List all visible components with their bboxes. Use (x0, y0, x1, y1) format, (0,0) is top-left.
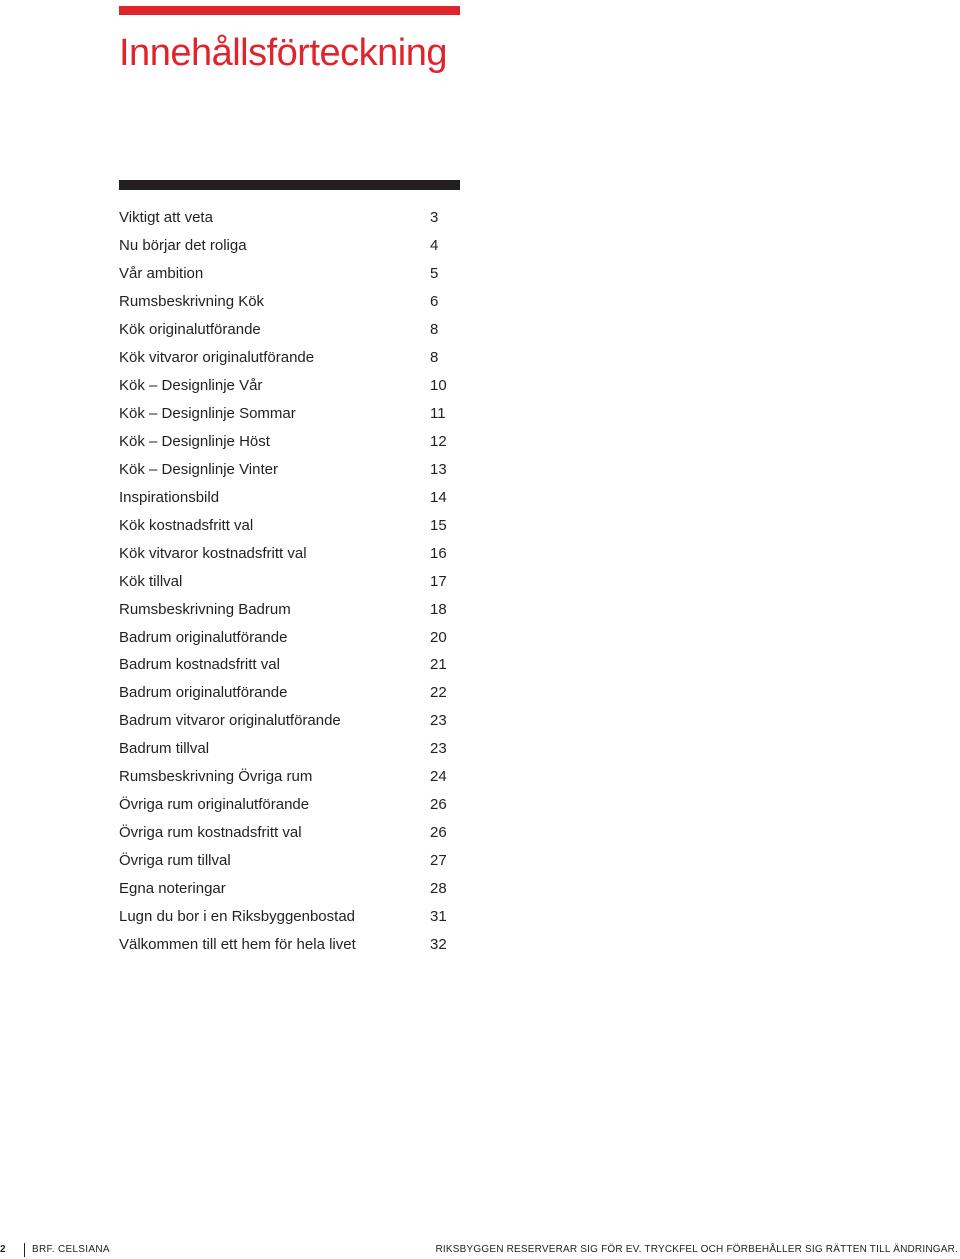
toc-entry[interactable] (119, 763, 460, 791)
toc-entry[interactable] (119, 232, 460, 260)
top-accent-bar (119, 6, 460, 15)
toc-entry-page-number: 26 (430, 796, 447, 814)
toc-entry-label: Badrum originalutförande (119, 628, 288, 646)
toc-entry-page-number: 8 (430, 321, 439, 339)
toc-entry[interactable] (119, 511, 460, 539)
toc-entry-label: Rumsbeskrivning Badrum (119, 600, 291, 618)
toc-entry-page-number: 12 (430, 432, 447, 450)
table-of-contents (119, 204, 460, 958)
toc-entry-label: Rumsbeskrivning Kök (119, 293, 265, 311)
toc-entry-label: Badrum tillval (119, 740, 210, 758)
toc-entry-label: Egna noteringar (119, 879, 226, 897)
toc-entry[interactable] (119, 344, 460, 372)
toc-entry-page-number: 27 (430, 852, 447, 870)
footer-page-number: 2 (0, 1244, 6, 1255)
toc-entry-page-number: 16 (430, 544, 447, 562)
toc-entry-page-number: 31 (430, 907, 447, 925)
toc-entry-label: Kök kostnadsfritt val (119, 516, 254, 534)
toc-entry-label: Kök – Designlinje Vinter (119, 460, 278, 478)
toc-entry[interactable] (119, 875, 460, 903)
toc-entry[interactable] (119, 847, 460, 875)
toc-entry-label: Kök – Designlinje Vår (119, 377, 263, 395)
toc-entry-label: Vår ambition (119, 265, 204, 283)
toc-entry[interactable] (119, 316, 460, 344)
toc-entry-page-number: 14 (430, 488, 447, 506)
toc-entry-page-number: 18 (430, 600, 447, 618)
toc-entry-page-number: 6 (430, 293, 439, 311)
toc-entry-page-number: 4 (430, 237, 439, 255)
toc-entry-page-number: 5 (430, 265, 439, 283)
toc-entry-label: Kök vitvaror originalutförande (119, 349, 315, 367)
toc-entry[interactable] (119, 651, 460, 679)
toc-entry-label: Kök originalutförande (119, 321, 261, 339)
toc-entry[interactable] (119, 623, 460, 651)
toc-entry[interactable] (119, 400, 460, 428)
toc-entry-label: Nu börjar det roliga (119, 237, 247, 255)
toc-entry[interactable] (119, 791, 460, 819)
toc-entry[interactable] (119, 595, 460, 623)
toc-entry-label: Badrum kostnadsfritt val (119, 656, 280, 674)
toc-entry-label: Kök – Designlinje Höst (119, 432, 270, 450)
toc-entry[interactable] (119, 930, 460, 958)
toc-entry-page-number: 24 (430, 768, 447, 786)
toc-entry-label: Lugn du bor i en Riksbyggenbostad (119, 907, 356, 925)
toc-entry-label: Badrum originalutförande (119, 684, 288, 702)
toc-divider-bar (119, 180, 460, 190)
toc-entry-page-number: 22 (430, 684, 447, 702)
page-title: Innehållsförteckning (119, 32, 447, 74)
toc-entry-label: Badrum vitvaror originalutförande (119, 712, 341, 730)
toc-entry[interactable] (119, 819, 460, 847)
toc-entry-page-number: 15 (430, 516, 447, 534)
toc-entry-page-number: 20 (430, 628, 447, 646)
toc-entry-label: Övriga rum originalutförande (119, 796, 310, 814)
toc-entry[interactable] (119, 372, 460, 400)
toc-entry[interactable] (119, 260, 460, 288)
toc-entry-page-number: 11 (430, 405, 446, 423)
toc-entry-label: Kök vitvaror kostnadsfritt val (119, 544, 307, 562)
toc-entry-page-number: 21 (430, 656, 447, 674)
toc-entry[interactable] (119, 204, 460, 232)
toc-entry[interactable] (119, 707, 460, 735)
toc-entry-page-number: 3 (430, 209, 439, 227)
toc-entry-page-number: 23 (430, 712, 447, 730)
footer-disclaimer: RIKSBYGGEN RESERVERAR SIG FÖR EV. TRYCKFEL OCH FÖRBEHÅLLER SIG RÄTTEN TILL ÄNDRINGAR. (435, 1244, 958, 1255)
toc-entry-page-number: 32 (430, 935, 447, 953)
toc-entry-page-number: 26 (430, 824, 447, 842)
toc-entry[interactable] (119, 428, 460, 456)
footer-divider (24, 1243, 25, 1257)
footer-project-name: BRF. CELSIANA (32, 1244, 110, 1255)
toc-entry-label: Kök tillval (119, 572, 183, 590)
toc-entry-label: Kök – Designlinje Sommar (119, 405, 296, 423)
toc-entry-page-number: 13 (430, 460, 447, 478)
toc-entry-label: Inspirationsbild (119, 488, 220, 506)
toc-entry[interactable] (119, 483, 460, 511)
toc-entry[interactable] (119, 455, 460, 483)
toc-entry-page-number: 17 (430, 572, 447, 590)
toc-entry[interactable] (119, 902, 460, 930)
toc-entry-label: Övriga rum tillval (119, 852, 231, 870)
toc-entry[interactable] (119, 567, 460, 595)
toc-entry-label: Övriga rum kostnadsfritt val (119, 824, 302, 842)
toc-entry-label: Viktigt att veta (119, 209, 213, 227)
toc-entry[interactable] (119, 735, 460, 763)
toc-entry-page-number: 23 (430, 740, 447, 758)
toc-entry-label: Rumsbeskrivning Övriga rum (119, 768, 313, 786)
toc-entry[interactable] (119, 288, 460, 316)
toc-entry-page-number: 28 (430, 879, 447, 897)
toc-entry-page-number: 10 (430, 377, 447, 395)
page-footer (0, 1243, 960, 1257)
toc-entry[interactable] (119, 679, 460, 707)
toc-entry-label: Välkommen till ett hem för hela livet (119, 935, 356, 953)
toc-entry[interactable] (119, 539, 460, 567)
toc-entry-page-number: 8 (430, 349, 439, 367)
